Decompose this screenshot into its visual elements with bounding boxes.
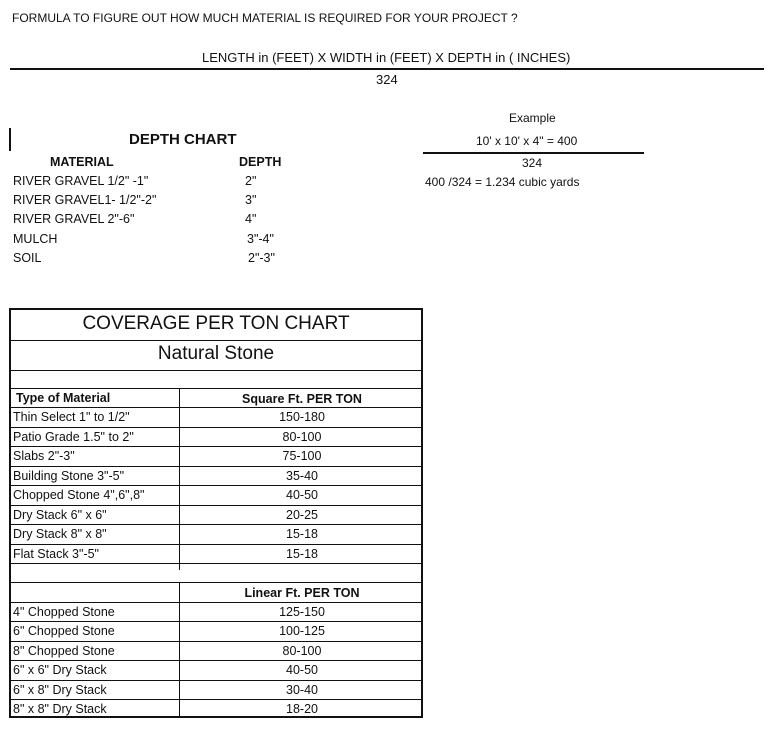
- row-divider: [11, 544, 421, 545]
- depth-row: [13, 193, 313, 213]
- col-linear-header: Linear Ft. PER TON: [244, 586, 360, 600]
- coverage-title: COVERAGE PER TON CHART: [82, 313, 350, 334]
- example-label: Example: [509, 111, 556, 125]
- material-cell: Dry Stack 8" x 8": [13, 527, 107, 541]
- value-cell: 40-50: [286, 488, 318, 502]
- coverage-subtitle: Natural Stone: [157, 343, 275, 364]
- row-divider: [11, 505, 421, 506]
- depth-value: 2": [245, 174, 257, 188]
- depth-value: 4": [245, 212, 257, 226]
- depth-value: 2"-3": [248, 251, 275, 265]
- col-type-header: Type of Material: [16, 391, 111, 405]
- formula-numerator: LENGTH in (FEET) X WIDTH in (FEET) X DEPTH in ( INCHES): [202, 50, 571, 65]
- value-cell: 15-18: [286, 547, 318, 561]
- depth-row: [13, 251, 313, 271]
- row-divider: [11, 370, 421, 371]
- row-divider: [11, 427, 421, 428]
- depth-row: [13, 174, 313, 194]
- depth-chart-title: DEPTH CHART: [129, 131, 237, 148]
- value-cell: 30-40: [286, 683, 318, 697]
- row-divider: [11, 446, 421, 447]
- row-divider: [11, 485, 421, 486]
- row-divider: [11, 641, 421, 642]
- example-numerator: 10' x 10' x 4" = 400: [476, 134, 578, 148]
- value-cell: 125-150: [279, 605, 325, 619]
- depth-col-depth: DEPTH: [239, 155, 282, 169]
- depth-value: 3"-4": [247, 232, 274, 246]
- material-cell: Chopped Stone 4",6",8": [13, 488, 145, 502]
- formula-question: FORMULA TO FIGURE OUT HOW MUCH MATERIAL IS REQUIRED FOR YOUR PROJECT ?: [12, 11, 518, 25]
- material-cell: Dry Stack 6" x 6": [13, 508, 107, 522]
- value-cell: 20-25: [286, 508, 318, 522]
- row-divider: [11, 407, 421, 408]
- row-divider: [11, 621, 421, 622]
- value-cell: 18-20: [286, 702, 318, 716]
- row-divider: [11, 660, 421, 661]
- column-divider: [179, 388, 180, 570]
- example-denominator: 324: [522, 156, 543, 170]
- depth-material: RIVER GRAVEL 2"-6": [13, 212, 135, 226]
- depth-material: RIVER GRAVEL1- 1/2"-2": [13, 193, 157, 207]
- material-cell: 8" Chopped Stone: [13, 644, 115, 658]
- depth-row: [13, 232, 313, 252]
- material-cell: Patio Grade 1.5" to 2": [13, 430, 134, 444]
- material-cell: 6" Chopped Stone: [13, 624, 115, 638]
- row-divider: [11, 680, 421, 681]
- example-divider: [423, 152, 644, 154]
- value-cell: 100-125: [279, 624, 325, 638]
- depth-material: MULCH: [13, 232, 58, 246]
- row-divider: [11, 699, 421, 700]
- formula-denominator: 324: [376, 72, 398, 87]
- value-cell: 75-100: [282, 449, 322, 463]
- coverage-table: [9, 308, 423, 718]
- material-cell: 6" x 8" Dry Stack: [13, 683, 107, 697]
- material-cell: Building Stone 3"-5": [13, 469, 125, 483]
- depth-material: SOIL: [13, 251, 42, 265]
- row-divider: [11, 602, 421, 603]
- value-cell: 35-40: [286, 469, 318, 483]
- row-divider: [11, 466, 421, 467]
- material-cell: Slabs 2"-3": [13, 449, 75, 463]
- col-sqft-header: Square Ft. PER TON: [242, 392, 362, 406]
- row-divider: [11, 524, 421, 525]
- row-divider: [11, 582, 421, 583]
- material-cell: Thin Select 1" to 1/2": [13, 410, 130, 424]
- row-divider: [11, 388, 421, 389]
- value-cell: 15-18: [286, 527, 318, 541]
- value-cell: 80-100: [282, 644, 322, 658]
- value-cell: 150-180: [279, 410, 325, 424]
- material-cell: 6" x 6" Dry Stack: [13, 663, 107, 677]
- formula-divider: [10, 68, 764, 70]
- depth-chart-marker: [9, 128, 11, 151]
- material-cell: 4" Chopped Stone: [13, 605, 115, 619]
- value-cell: 40-50: [286, 663, 318, 677]
- row-divider: [11, 340, 421, 341]
- value-cell: 80-100: [282, 430, 322, 444]
- depth-value: 3": [245, 193, 257, 207]
- depth-col-material: MATERIAL: [50, 155, 114, 169]
- depth-row: [13, 212, 313, 232]
- row-divider: [11, 563, 421, 564]
- example-result: 400 /324 = 1.234 cubic yards: [425, 175, 580, 189]
- material-cell: 8" x 8" Dry Stack: [13, 702, 107, 716]
- material-cell: Flat Stack 3"-5": [13, 547, 99, 561]
- depth-material: RIVER GRAVEL 1/2" -1": [13, 174, 149, 188]
